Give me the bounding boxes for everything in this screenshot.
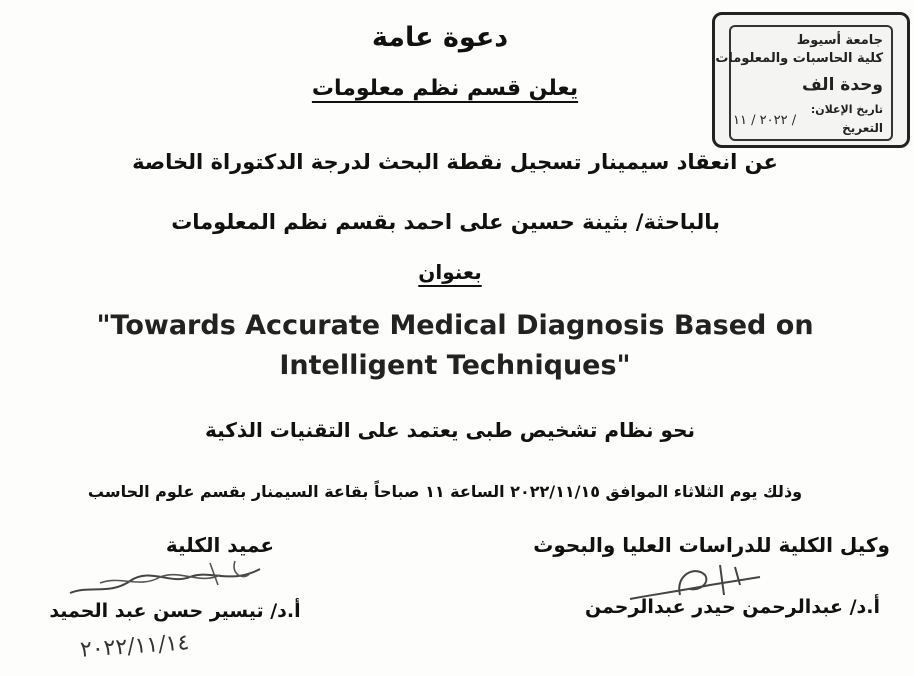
handwritten-date: ٢٠٢٢/١١/١٤ xyxy=(79,630,191,663)
dean-signature xyxy=(60,555,280,605)
seminar-date-line: وذلك يوم الثلاثاء الموافق ٢٠٢٢/١١/١٥ الساعة ١١ صباحاً بقاعة السيمنار بقسم علوم الحاسب xyxy=(87,482,803,501)
stamp-date: ٢٠٢٢ / ١١ / xyxy=(733,113,797,128)
vice-dean-name: أ.د/ عبدالرحمن حيدر عبدالرحمن xyxy=(584,596,880,618)
official-stamp xyxy=(712,12,910,148)
announcer-line: يعلن قسم نظم معلومات xyxy=(311,76,579,101)
stamp-announce-date-label: تاريخ الإعلان: xyxy=(810,103,883,116)
body-line-2: بالباحثة/ بثينة حسين على احمد بقسم نظم المعلومات xyxy=(171,210,720,234)
stamp-unit: وحدة الف xyxy=(801,75,883,95)
stamp-faculty: كلية الحاسبات والمعلومات xyxy=(715,51,883,66)
vice-dean-title: وكيل الكلية للدراسات العليا والبحوث xyxy=(533,533,890,557)
body-line-1: عن انعقاد سيمينار تسجيل نقطة البحث لدرجة الدكتوراة الخاصة xyxy=(132,150,778,174)
arabic-thesis-title: نحو نظام تشخيص طبى يعتمد على التقنيات الذكية xyxy=(204,418,695,442)
dean-title: عميد الكلية xyxy=(165,533,275,557)
stamp-inner-border xyxy=(715,25,893,141)
dean-name: أ.د/ تيسير حسن عبد الحميد xyxy=(49,600,301,622)
stamp-date-label: التعريخ xyxy=(842,121,883,135)
titled-label: بعنوان xyxy=(418,260,482,284)
english-thesis-title: "Towards Accurate Medical Diagnosis Based on Intelligent Techniques" xyxy=(96,310,814,381)
stamp-university: جامعة أسيوط xyxy=(796,33,883,48)
document-heading: دعوة عامة xyxy=(371,22,509,53)
